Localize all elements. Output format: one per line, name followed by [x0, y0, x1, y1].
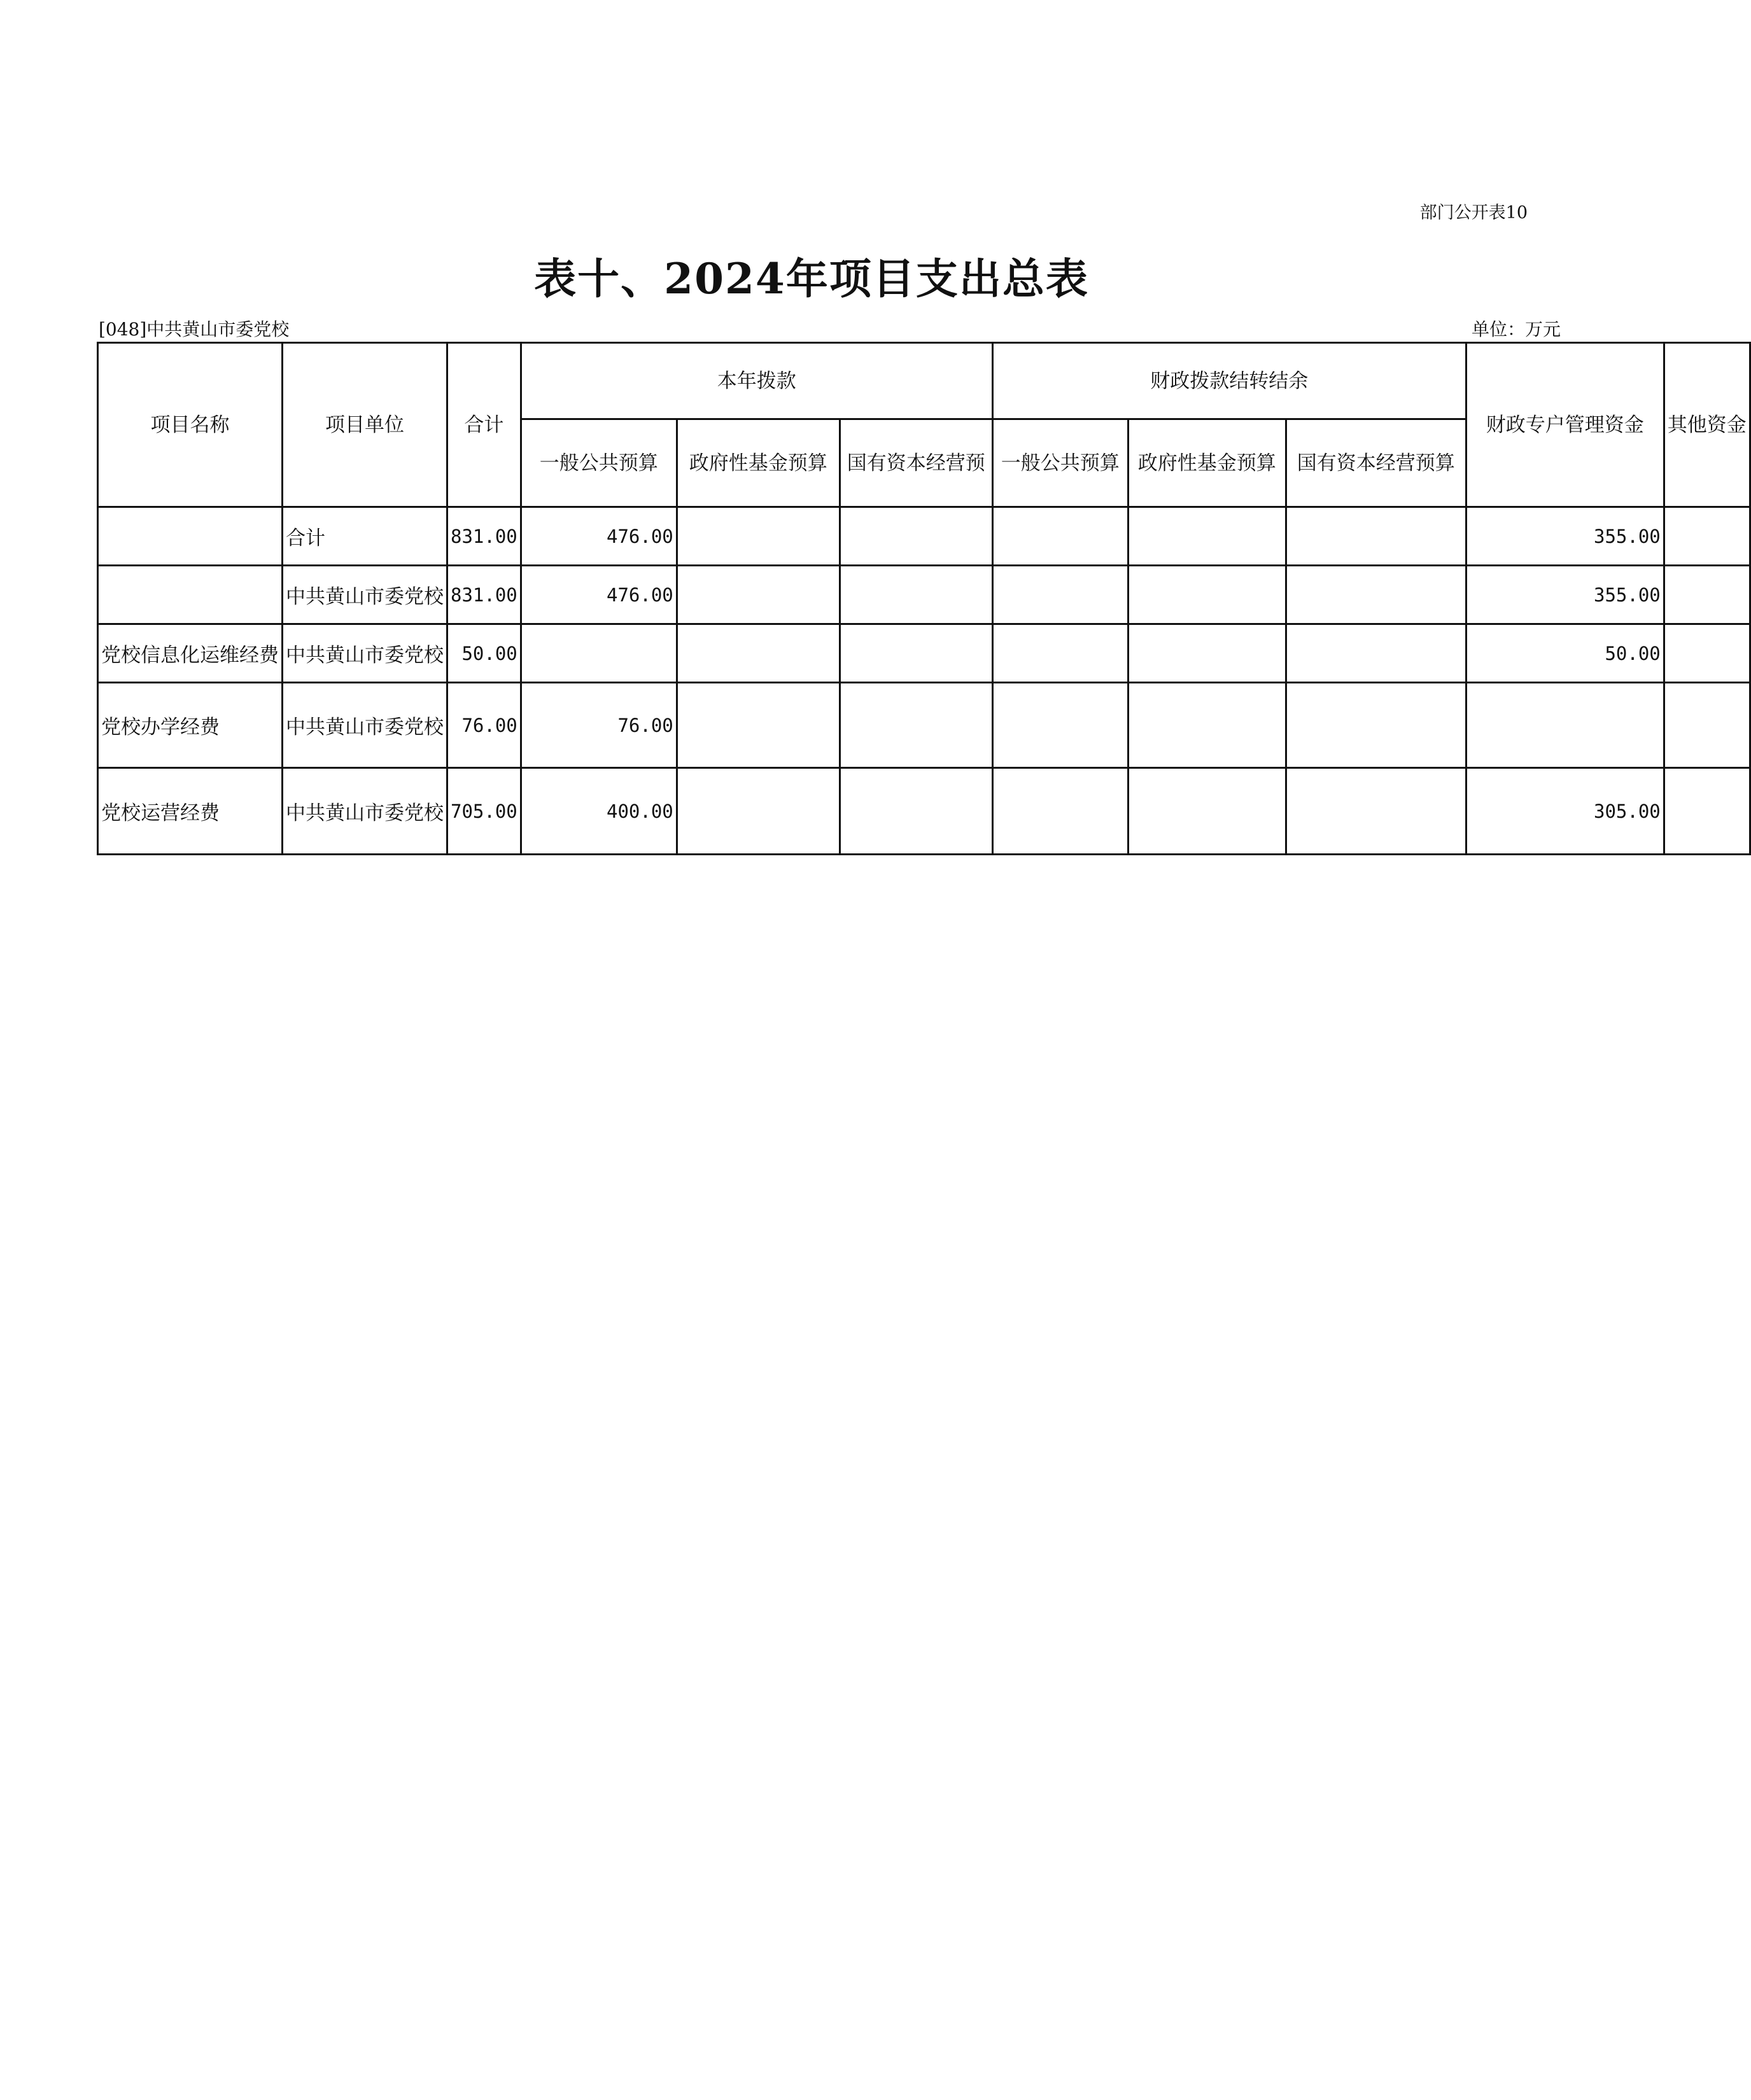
- cell-co-stateowned: [1286, 768, 1466, 855]
- organization-label: [048]中共黄山市委党校: [99, 319, 290, 340]
- table-row: [98, 507, 1750, 566]
- cell-co-stateowned: [1286, 566, 1466, 624]
- cell-other: [1664, 624, 1750, 683]
- cell-other: [1664, 566, 1750, 624]
- cell-cy-stateowned: [840, 566, 992, 624]
- cell-cy-govfund: [677, 683, 840, 768]
- cell-total: 50.00: [447, 624, 521, 683]
- cell-total: 76.00: [447, 683, 521, 768]
- project-expenditure-table: [97, 342, 1751, 855]
- cell-cy-stateowned: [840, 624, 992, 683]
- cell-co-govfund: [1128, 507, 1286, 566]
- cell-cy-govfund: [677, 624, 840, 683]
- header-co-govfund: 政府性基金预算: [1128, 419, 1286, 507]
- cell-co-govfund: [1128, 768, 1286, 855]
- cell-co-general: [992, 624, 1128, 683]
- cell-co-general: [992, 507, 1128, 566]
- cell-other: [1664, 507, 1750, 566]
- cell-other: [1664, 768, 1750, 855]
- cell-cy-general: 476.00: [521, 566, 677, 624]
- cell-co-general: [992, 683, 1128, 768]
- cell-co-stateowned: [1286, 683, 1466, 768]
- table-number-note: 部门公开表10: [1419, 203, 1528, 223]
- table-meta: [99, 316, 1561, 341]
- header-carryover: 财政拨款结转结余: [992, 343, 1466, 419]
- table-row: [98, 566, 1750, 624]
- cell-cy-govfund: [677, 566, 840, 624]
- cell-project-name: [98, 566, 283, 624]
- table-row: [98, 624, 1750, 683]
- header-current-year: 本年拨款: [521, 343, 992, 419]
- cell-co-general: [992, 566, 1128, 624]
- cell-co-general: [992, 768, 1128, 855]
- header-total: 合计: [447, 343, 521, 507]
- header-project-unit: 项目单位: [283, 343, 447, 507]
- cell-cy-stateowned: [840, 683, 992, 768]
- header-special-fund: 财政专户管理资金: [1466, 343, 1664, 507]
- header-cy-govfund: 政府性基金预算: [677, 419, 840, 507]
- cell-special-fund: [1466, 683, 1664, 768]
- cell-cy-govfund: [677, 507, 840, 566]
- cell-total: 831.00: [447, 566, 521, 624]
- header-co-general: 一般公共预算: [992, 419, 1128, 507]
- cell-cy-general: 476.00: [521, 507, 677, 566]
- header-project-name: 项目名称: [98, 343, 283, 507]
- cell-project-unit: 中共黄山市委党校: [283, 624, 447, 683]
- cell-total: 831.00: [447, 507, 521, 566]
- cell-special-fund: 50.00: [1466, 624, 1664, 683]
- cell-cy-general: [521, 624, 677, 683]
- cell-cy-stateowned: [840, 768, 992, 855]
- cell-co-stateowned: [1286, 507, 1466, 566]
- header-co-stateowned: 国有资本经营预算: [1286, 419, 1466, 507]
- cell-project-unit: 中共黄山市委党校: [283, 566, 447, 624]
- cell-co-govfund: [1128, 624, 1286, 683]
- cell-cy-general: 76.00: [521, 683, 677, 768]
- cell-special-fund: 355.00: [1466, 566, 1664, 624]
- table-row: [98, 683, 1750, 768]
- cell-special-fund: 305.00: [1466, 768, 1664, 855]
- header-other-funds: 其他资金: [1664, 343, 1750, 507]
- cell-cy-govfund: [677, 768, 840, 855]
- table-row: [98, 768, 1750, 855]
- cell-project-name: 党校办学经费: [98, 683, 283, 768]
- cell-other: [1664, 683, 1750, 768]
- cell-project-unit: 中共黄山市委党校: [283, 683, 447, 768]
- cell-special-fund: 355.00: [1466, 507, 1664, 566]
- header-cy-general: 一般公共预算: [521, 419, 677, 507]
- cell-project-unit: 合计: [283, 507, 447, 566]
- cell-project-name: 党校运营经费: [98, 768, 283, 855]
- unit-label: 单位：万元: [1471, 319, 1561, 340]
- cell-project-name: [98, 507, 283, 566]
- page-title: 表十、2024年项目支出总表: [534, 254, 1089, 304]
- cell-cy-stateowned: [840, 507, 992, 566]
- cell-co-govfund: [1128, 683, 1286, 768]
- cell-project-name: 党校信息化运维经费: [98, 624, 283, 683]
- header-cy-stateowned: 国有资本经营预: [840, 419, 992, 507]
- cell-co-stateowned: [1286, 624, 1466, 683]
- cell-co-govfund: [1128, 566, 1286, 624]
- cell-cy-general: 400.00: [521, 768, 677, 855]
- cell-project-unit: 中共黄山市委党校: [283, 768, 447, 855]
- cell-total: 705.00: [447, 768, 521, 855]
